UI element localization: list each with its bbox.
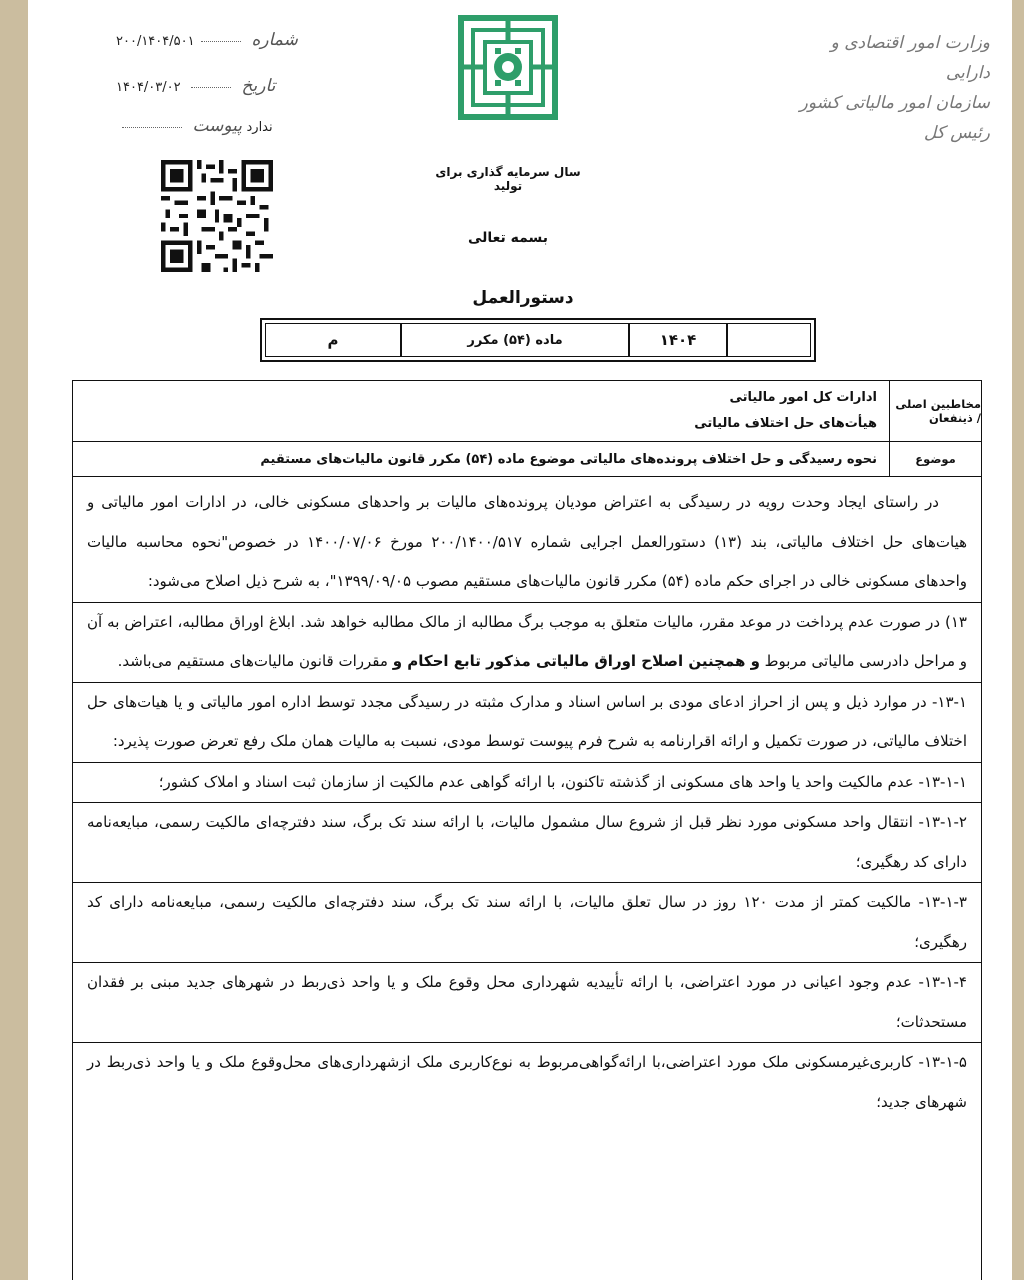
ministry-line-3: رئیس کل bbox=[923, 123, 990, 143]
recipient-2: هیأت‌های حل اختلاف مالیاتی bbox=[694, 416, 877, 431]
ministry-letterhead bbox=[790, 28, 990, 148]
qr-code bbox=[158, 160, 276, 272]
clause-13-part-c: مقررات قانون مالیات‌های مستقیم می‌باشد. bbox=[117, 652, 388, 670]
ministry-line-1: وزارت امور اقتصادی و دارایی bbox=[830, 33, 990, 83]
code-cell-year: ۱۴۰۴ bbox=[629, 323, 727, 357]
recipients-value bbox=[73, 381, 889, 441]
recipients-label: مخاطبین اصلی / ذینفعان bbox=[889, 381, 981, 441]
clause-13-part-b: و همچنین اصلاح اوراق مالیاتی مذکور تابع احکام و bbox=[392, 652, 760, 670]
attachment-value: ندارد bbox=[246, 120, 273, 135]
subject-row bbox=[73, 442, 981, 477]
scan-frame-right bbox=[1012, 0, 1024, 1280]
clause-13-part-a: ۱۳) در صورت عدم پرداخت در موعد مقرر، مالیات متعلق به موجب برگ مطالبه از مالک مطالبه خواهد شد. ابلاغ اوراق مطالبه، اعتراض به آن و مراحل دادرسی مالیاتی مربوط bbox=[87, 612, 967, 670]
clause-13 bbox=[73, 602, 981, 682]
date-value: ۱۴۰۴/۰۳/۰۲ bbox=[116, 80, 181, 95]
instruction-body bbox=[73, 477, 981, 1280]
body-row bbox=[73, 477, 981, 1280]
code-table bbox=[260, 318, 816, 362]
clause-13-1-5: ۱۳-۱-۵- کاربری‌غیرمسکونی ملک مورد اعتراضی،با ارائه‌گواهی‌مربوط به نوع‌کاربری ملک ازشهرداری‌های محل‌وقوع ملک و یا واحد ذی‌ربط در شهرهای جدید؛ bbox=[73, 1042, 981, 1122]
number-field bbox=[116, 30, 298, 50]
number-value: ۲۰۰/۱۴۰۴/۵۰۱ bbox=[116, 34, 195, 49]
clause-13-1-2: ۱۳-۱-۲- انتقال واحد مسکونی مورد نظر قبل از شروع سال مشمول مالیات، با ارائه سند تک برگ، سند دفترچه‌ای مالکیت رسمی، مبایعه‌نامه دارای کد رهگیری؛ bbox=[73, 802, 981, 882]
document-title: دستورالعمل bbox=[472, 288, 574, 308]
scan-frame-left bbox=[0, 0, 28, 1280]
clause-13-1: ۱۳-۱- در موارد ذیل و پس از احراز ادعای مودی بر اساس اسناد و مدارک مثبته در رسیدگی مجدد توسط اداره امور مالیاتی و یا هیات‌های حل اختلاف مالیاتی، در صورت تکمیل و ارائه اقرارنامه به شرح فرم پیوست توسط مودی، نسبت به مالیات همان ملک رفع تعرض صورت پذیرد: bbox=[73, 682, 981, 762]
number-label: شماره bbox=[251, 30, 298, 50]
code-cell-empty bbox=[727, 323, 811, 357]
code-cell-letter: م bbox=[265, 323, 401, 357]
clause-13-1-1: ۱۳-۱-۱- عدم مالکیت واحد یا واحد های مسکونی از گذشته تاکنون، با ارائه گواهی عدم مالکیت از سازمان ثبت اسناد و املاک کشور؛ bbox=[73, 762, 981, 803]
date-label: تاریخ bbox=[241, 76, 276, 96]
document-page bbox=[28, 0, 1012, 1280]
number-dots bbox=[201, 41, 241, 42]
attachment-label: پیوست bbox=[192, 116, 243, 136]
instruction-table bbox=[72, 380, 982, 1280]
bismillah-heading: بسمه تعالی bbox=[467, 230, 549, 246]
attachment-dots bbox=[122, 127, 182, 128]
date-dots bbox=[191, 87, 231, 88]
ministry-line-2: سازمان امور مالیاتی کشور bbox=[799, 93, 990, 113]
clause-13-1-4: ۱۳-۱-۴- عدم وجود اعیانی در مورد اعتراضی، با ارائه تأییدیه شهرداری محل وقوع ملک و یا واحد ذی‌ربط در شهرهای جدید مبنی بر فقدان مستحدثات؛ bbox=[73, 962, 981, 1042]
attachment-field bbox=[116, 116, 273, 136]
subject-label: موضوع bbox=[889, 442, 981, 476]
subject-value: نحوه رسیدگی و حل اختلاف پرونده‌های مالیاتی موضوع ماده (۵۴) مکرر قانون مالیات‌های مستقیم bbox=[260, 451, 877, 467]
tax-organization-emblem-icon bbox=[453, 10, 563, 125]
date-field bbox=[116, 76, 275, 96]
year-slogan: سال سرمایه گذاری برای تولید bbox=[435, 165, 581, 193]
clause-13-1-3: ۱۳-۱-۳- مالکیت کمتر از مدت ۱۲۰ روز در سال تعلق مالیات، با ارائه سند تک برگ، سند دفترچه‌ای مالکیت رسمی، مبایعه‌نامه دارای کد رهگیری؛ bbox=[73, 882, 981, 962]
intro-paragraph: در راستای ایجاد وحدت رویه در رسیدگی به اعتراض مودیان پرونده‌های مالیات بر واحدهای مسکونی خالی، در ادارات امور مالیاتی و هیات‌های حل اختلاف مالیاتی، بند (۱۳) دستورالعمل اجرایی شماره ۲۰۰/۱۴۰۰/۵۱۷ مورخ ۱۴۰۰/۰۷/۰۶ در خصوص"نحوه محاسبه مالیات واحدهای مسکونی خالی در اجرای حکم ماده (۵۴) مکرر قانون مالیات‌های مستقیم مصوب ۱۳۹۹/۰۹/۰۵"، به شرح ذیل اصلاح می‌شود: bbox=[87, 493, 968, 590]
recipients-row bbox=[73, 381, 981, 442]
recipient-1: ادارات کل امور مالیاتی bbox=[729, 390, 877, 405]
code-cell-article: ماده (۵۴) مکرر bbox=[401, 323, 629, 357]
